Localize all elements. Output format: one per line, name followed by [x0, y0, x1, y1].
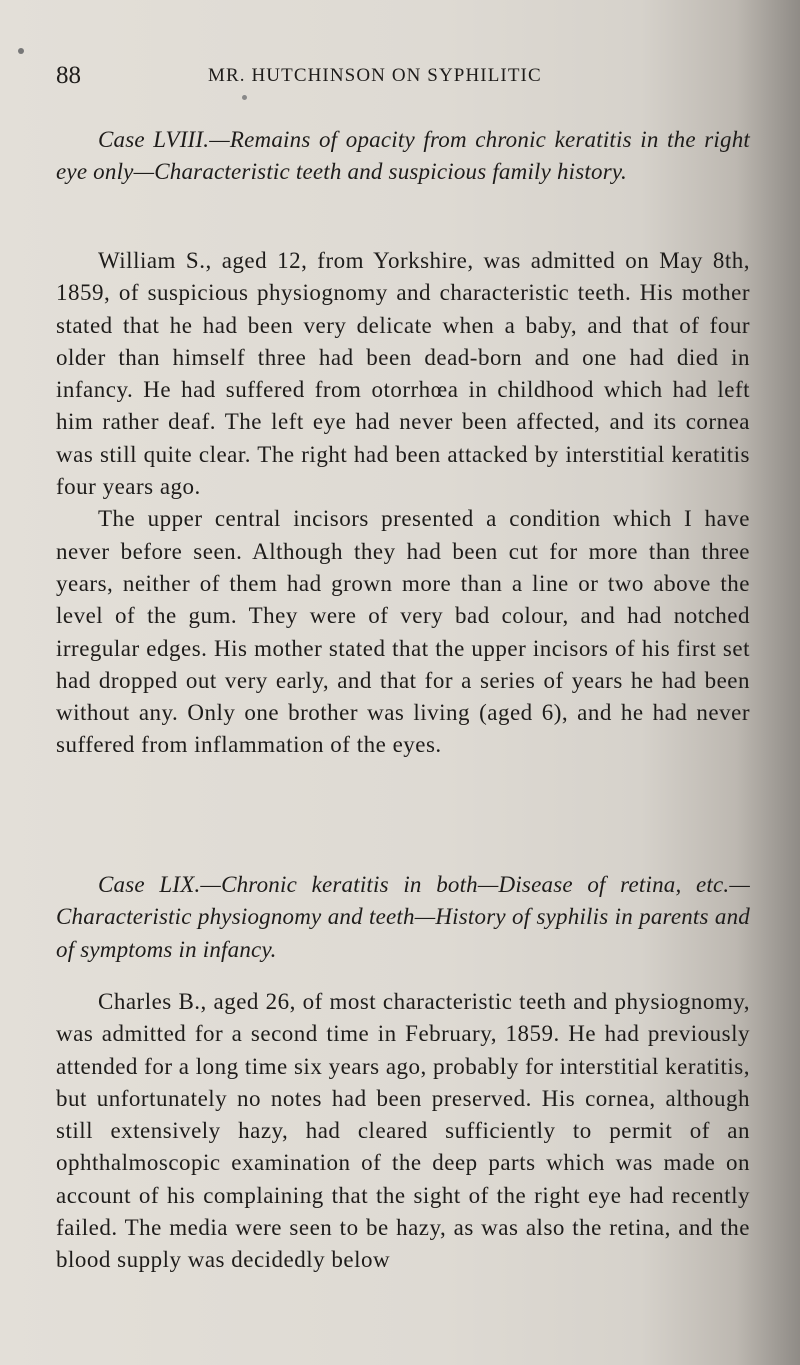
- case-58-paragraph-1: William S., aged 12, from Yorkshire, was admitted on May 8th, 1859, of suspicious physiognomy and characteristic teeth. His mother stated that he had been very delicate when a baby, and that of four older than himself three had been dead-born and one had died in infancy. He had suffered from otorrhœa in childhood which had left him rather deaf. The left eye had never been affected, and its cornea was still quite clear. The right had been attacked by interstitial keratitis four years ago.: [56, 248, 750, 500]
- case-58-heading: Case LVIII.—Remains of opacity from chronic keratitis in the right eye only—Characteristic teeth and suspicious family history.: [56, 127, 750, 185]
- running-title: MR. HUTCHINSON ON SYPHILITIC: [208, 65, 542, 86]
- page-header: [56, 62, 736, 96]
- case-58-paragraph-2: The upper central incisors presented a condition which I have never before seen. Although they had been cut for more than three years, neither of them had grown more than a line or two above the level of the gum. They were of very bad colour, and had notched irregular edges. His mother stated that the upper incisors of his first set had dropped out very early, and that for a series of years he had been without any. Only one brother was living (aged 6), and he had never suffered from inflammation of the eyes.: [56, 506, 750, 758]
- case-58-section: [56, 124, 750, 189]
- case-59-section: [56, 869, 750, 966]
- case-59-paragraph-1: Charles B., aged 26, of most characteristic teeth and physiognomy, was admitted for a second time in February, 1859. He had previously attended for a long time six years ago, probably for interstitial keratitis, but unfortunately no notes had been preserved. His cornea, although still extensively hazy, had cleared sufficiently to permit of an ophthalmoscopic examination of the deep parts which was made on account of his complaining that the sight of the right eye had recently failed. The media were seen to be hazy, as was also the retina, and the blood supply was decidedly below: [56, 989, 750, 1273]
- ink-speck: [18, 48, 24, 54]
- case-59-body: [56, 986, 750, 1277]
- page-number: 88: [56, 62, 81, 89]
- case-58-body: [56, 245, 750, 762]
- case-59-heading: Case LIX.—Chronic keratitis in both—Disease of retina, etc.— Characteristic physiognomy and teeth—History of syphilis in parents and of symptoms in infancy.: [56, 872, 750, 962]
